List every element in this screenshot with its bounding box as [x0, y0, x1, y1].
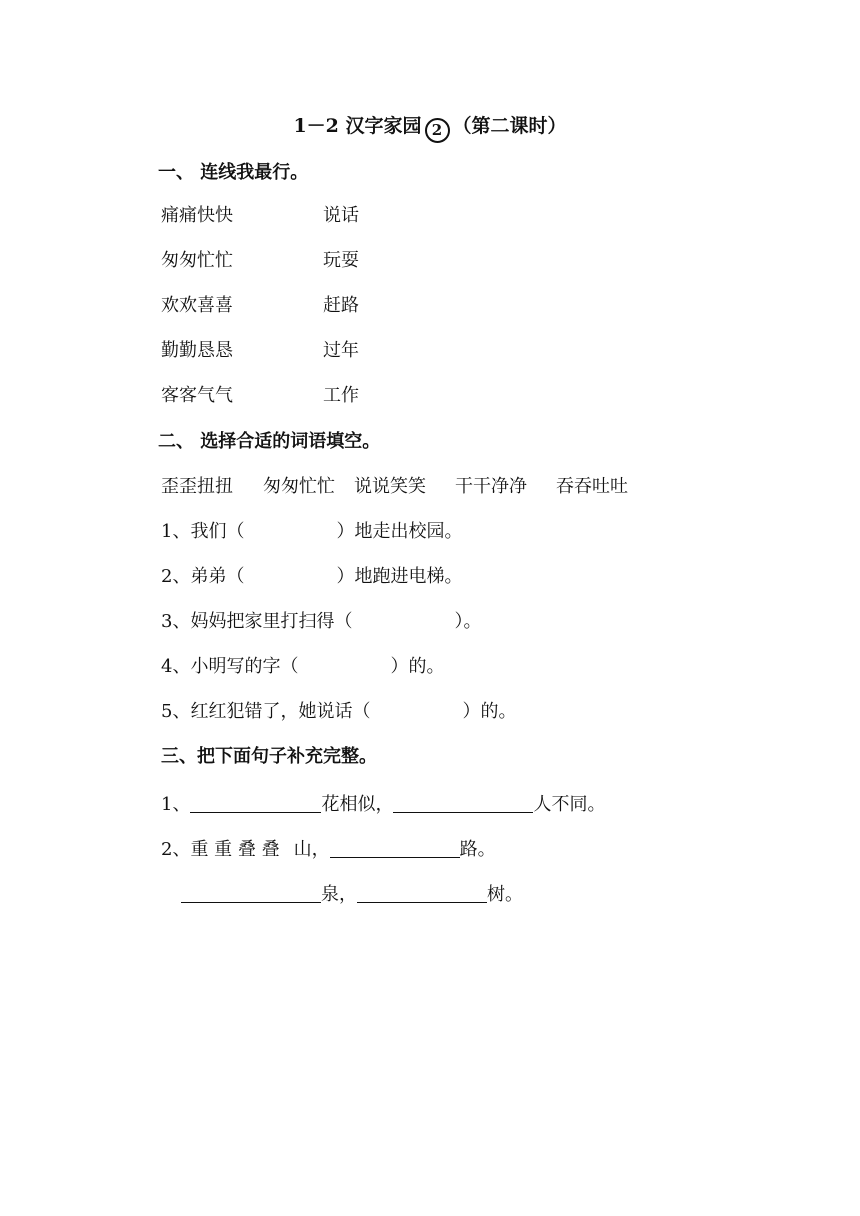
- word-option-4: 干干净净: [455, 476, 527, 497]
- left-word-4: 勤勤恳恳: [161, 340, 233, 361]
- word-option-2: 匆匆忙忙: [263, 476, 335, 497]
- left-word-3: 欢欢喜喜: [161, 295, 233, 316]
- right-word-4: 过年: [323, 340, 359, 361]
- left-word-1: 痛痛快快: [161, 205, 233, 226]
- right-word-2: 玩耍: [323, 250, 359, 271]
- section3-heading: 三、把下面句子补充完整。: [161, 746, 377, 767]
- question-3: 3、妈妈把家里打扫得（ ）。: [161, 611, 482, 632]
- circled-number: 2: [425, 118, 450, 143]
- sentence-1: 1、 花相似， 人不同。: [161, 794, 606, 815]
- word-option-3: 说说笑笑: [354, 476, 426, 497]
- word-option-5: 吞吞吐吐: [556, 476, 628, 497]
- right-word-5: 工作: [323, 385, 359, 406]
- section2-heading: 二、 选择合适的词语填空。: [158, 431, 381, 452]
- fill-line: [330, 839, 460, 858]
- fill-line: [190, 794, 321, 813]
- question-5: 5、红红犯错了，她说话（ ）的。: [161, 701, 517, 722]
- title-suffix: （第二课时）: [452, 115, 567, 137]
- right-word-3: 赶路: [323, 295, 359, 316]
- fill-line: [357, 884, 487, 903]
- question-1: 1、我们（ ）地走出校园。: [161, 521, 463, 542]
- question-2: 2、弟弟（ ）地跑进电梯。: [161, 566, 463, 587]
- question-4: 4、小明写的字（ ）的。: [161, 656, 445, 677]
- section1-heading: 一、 连线我最行。: [158, 162, 309, 183]
- title-prefix: 1－2 汉字家园: [293, 115, 422, 137]
- sentence-2: 2、重 重 叠 叠 山， 路。: [161, 839, 496, 860]
- fill-line: [181, 884, 321, 903]
- fill-line: [393, 794, 533, 813]
- left-word-2: 匆匆忙忙: [161, 250, 233, 271]
- word-option-1: 歪歪扭扭: [161, 476, 233, 497]
- page-title: [0, 117, 860, 143]
- sentence-3: 泉， 树。: [181, 884, 523, 904]
- right-word-1: 说话: [323, 205, 359, 226]
- left-word-5: 客客气气: [161, 385, 233, 406]
